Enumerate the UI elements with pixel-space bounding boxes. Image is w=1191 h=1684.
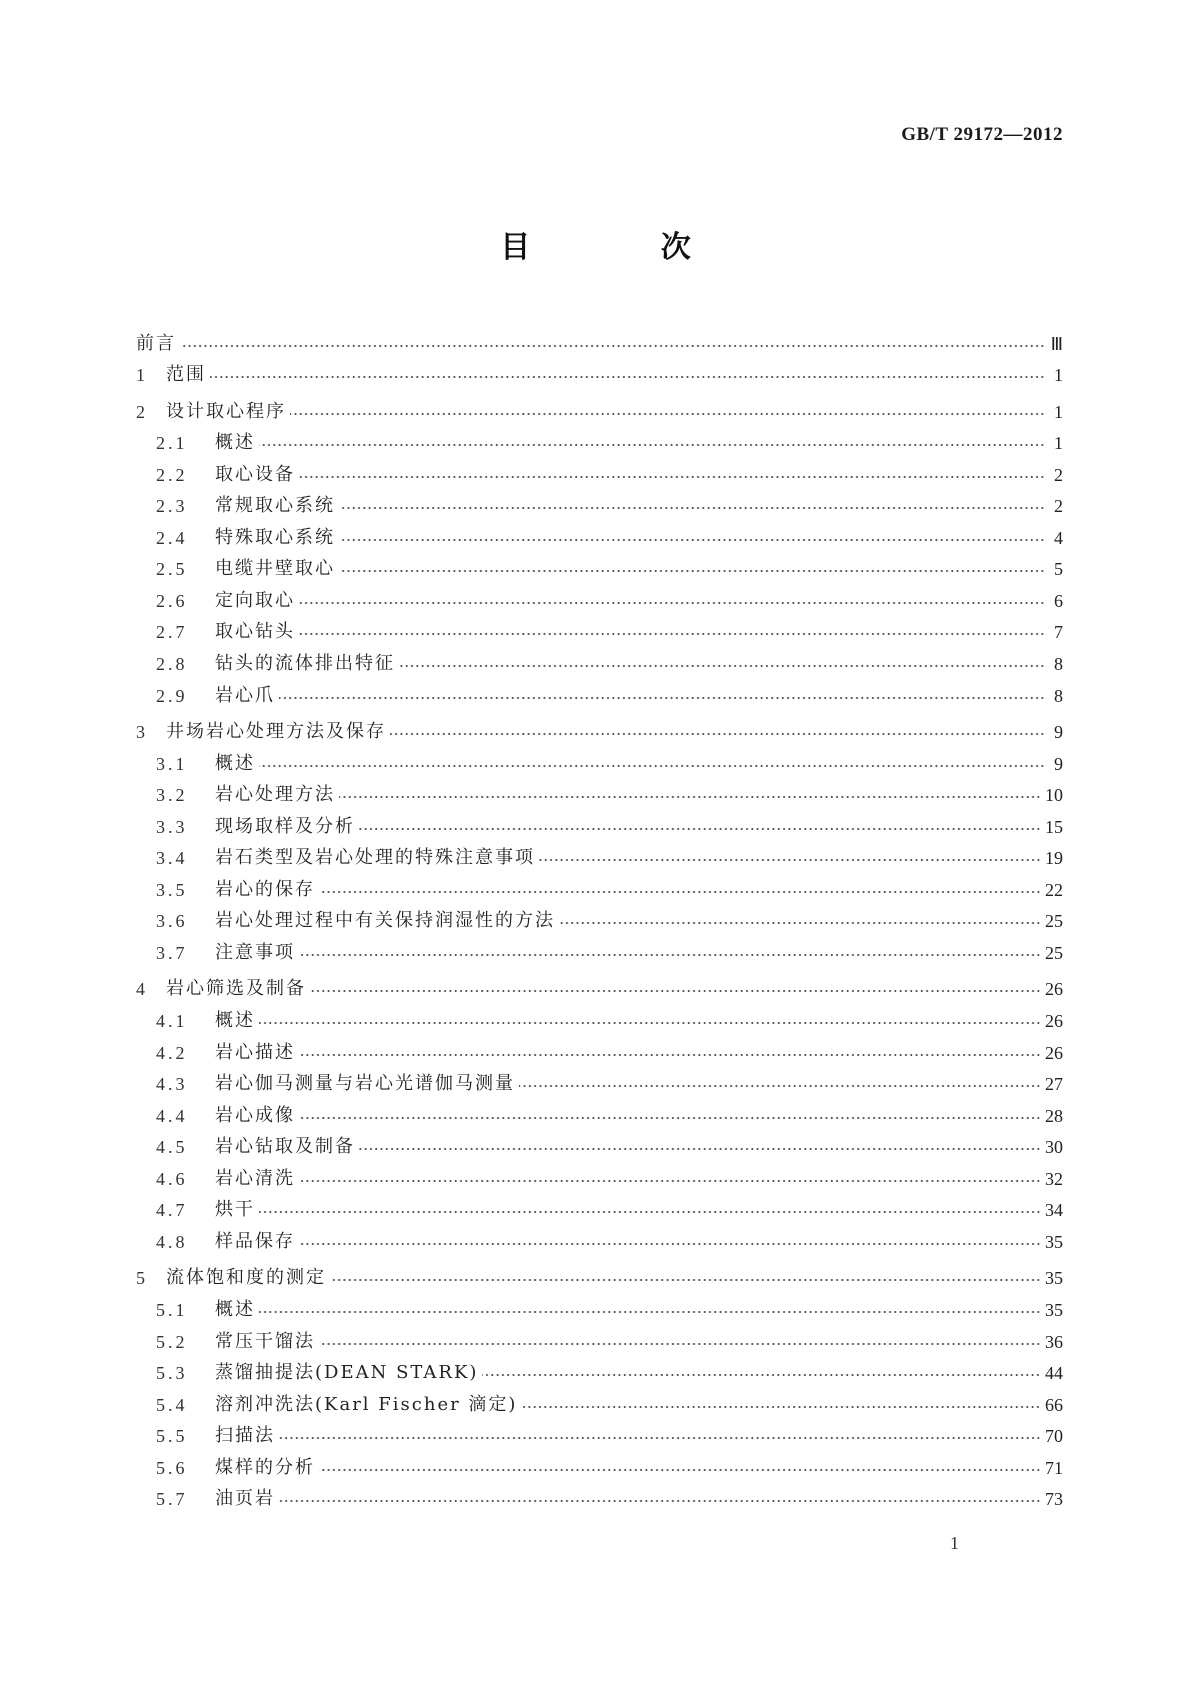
toc-entry-page: 8 bbox=[1054, 685, 1063, 706]
dot-leader bbox=[279, 1434, 1041, 1442]
toc-entry-page: 73 bbox=[1045, 1489, 1063, 1510]
toc-entry-title: 岩心成像 bbox=[215, 1104, 295, 1126]
toc-entry-title: 扫描法 bbox=[215, 1425, 275, 1447]
toc-entry-page: 28 bbox=[1045, 1105, 1063, 1126]
toc-entry-title: 概述 bbox=[215, 752, 255, 774]
dot-leader bbox=[180, 342, 1045, 350]
dot-leader bbox=[539, 856, 1041, 864]
toc-entry-page: 35 bbox=[1045, 1231, 1063, 1252]
toc-entry-page: Ⅲ bbox=[1050, 333, 1063, 354]
toc-entry[interactable] bbox=[136, 1095, 1063, 1127]
toc-entry[interactable] bbox=[136, 1127, 1063, 1159]
toc-entry-title: 电缆井壁取心 bbox=[215, 558, 335, 580]
toc-entry-number: 3.4 bbox=[156, 848, 188, 869]
dot-leader bbox=[210, 373, 1045, 381]
toc-entry[interactable] bbox=[136, 675, 1063, 707]
toc-entry-title: 井场岩心处理方法及保存 bbox=[166, 721, 386, 743]
toc-entry-number: 2.3 bbox=[156, 496, 188, 517]
toc-entry-number: 5.4 bbox=[156, 1394, 188, 1415]
dot-leader bbox=[259, 1308, 1041, 1316]
toc-entry-page: 1 bbox=[1054, 433, 1063, 454]
toc-entry-page: 70 bbox=[1045, 1426, 1063, 1447]
toc-entry-number: 4.3 bbox=[156, 1074, 188, 1095]
toc-entry-number: 4.5 bbox=[156, 1137, 188, 1158]
toc-entry-number: 5.3 bbox=[156, 1363, 188, 1384]
toc-entry[interactable] bbox=[136, 775, 1063, 807]
dot-leader bbox=[339, 567, 1045, 575]
dot-leader bbox=[259, 1019, 1041, 1027]
dot-leader bbox=[299, 630, 1045, 638]
toc-entry-title: 概述 bbox=[215, 432, 255, 454]
toc-entry-number: 2.6 bbox=[156, 590, 188, 611]
dot-leader bbox=[299, 1114, 1041, 1122]
toc-entry[interactable] bbox=[136, 1447, 1063, 1479]
toc-entry-page: 9 bbox=[1054, 753, 1063, 774]
toc-entry-title: 概述 bbox=[215, 1298, 255, 1320]
table-of-contents bbox=[136, 323, 1063, 1510]
toc-entry-number: 2.4 bbox=[156, 527, 188, 548]
toc-entry-title: 范围 bbox=[166, 364, 206, 386]
dot-leader bbox=[319, 888, 1041, 896]
dot-leader bbox=[482, 1371, 1041, 1379]
toc-entry-page: 27 bbox=[1045, 1074, 1063, 1095]
toc-entry-number: 4.6 bbox=[156, 1168, 188, 1189]
toc-entry-page: 2 bbox=[1054, 464, 1063, 485]
dot-leader bbox=[521, 1403, 1041, 1411]
toc-entry-title: 煤样的分析 bbox=[215, 1456, 315, 1478]
toc-entry-page: 66 bbox=[1045, 1394, 1063, 1415]
toc-entry-page: 35 bbox=[1045, 1268, 1063, 1289]
toc-entry-title: 特殊取心系统 bbox=[215, 526, 335, 548]
dot-leader bbox=[279, 694, 1045, 702]
toc-entry[interactable] bbox=[136, 1190, 1063, 1222]
toc-entry[interactable] bbox=[136, 743, 1063, 775]
toc-entry-page: 9 bbox=[1054, 722, 1063, 743]
toc-entry-number: 2.1 bbox=[156, 433, 188, 454]
toc-entry-title: 岩心清洗 bbox=[215, 1167, 295, 1189]
toc-entry-page: 4 bbox=[1054, 527, 1063, 548]
toc-entry-page: 8 bbox=[1054, 654, 1063, 675]
dot-leader bbox=[359, 825, 1041, 833]
dot-leader bbox=[339, 793, 1041, 801]
toc-entry[interactable] bbox=[136, 806, 1063, 838]
toc-entry-title: 流体饱和度的测定 bbox=[166, 1267, 326, 1289]
toc-entry-page: 7 bbox=[1054, 622, 1063, 643]
toc-entry-page: 10 bbox=[1045, 785, 1063, 806]
toc-entry[interactable] bbox=[136, 1289, 1063, 1321]
toc-entry-title: 岩心描述 bbox=[215, 1041, 295, 1063]
dot-leader bbox=[319, 1466, 1041, 1474]
toc-entry-page: 36 bbox=[1045, 1331, 1063, 1352]
toc-entry-page: 34 bbox=[1045, 1200, 1063, 1221]
toc-entry-title: 岩心爪 bbox=[215, 684, 275, 706]
dot-leader bbox=[399, 662, 1045, 670]
toc-entry-page: 26 bbox=[1045, 979, 1063, 1000]
toc-entry-title: 油页岩 bbox=[215, 1488, 275, 1510]
toc-entry-number: 3.5 bbox=[156, 879, 188, 900]
toc-entry[interactable] bbox=[136, 1000, 1063, 1032]
toc-entry-number: 3.6 bbox=[156, 911, 188, 932]
toc-entry-number: 3 bbox=[136, 722, 148, 743]
toc-entry-page: 26 bbox=[1045, 1011, 1063, 1032]
toc-entry-title: 岩心钻取及制备 bbox=[215, 1136, 355, 1158]
toc-entry-number: 5.6 bbox=[156, 1457, 188, 1478]
toc-entry[interactable] bbox=[136, 517, 1063, 549]
dot-leader bbox=[299, 599, 1045, 607]
dot-leader bbox=[390, 730, 1045, 738]
dot-leader bbox=[559, 919, 1041, 927]
dot-leader bbox=[299, 951, 1041, 959]
toc-entry[interactable] bbox=[136, 323, 1063, 355]
toc-entry[interactable] bbox=[136, 423, 1063, 455]
toc-entry-title: 岩心的保存 bbox=[215, 878, 315, 900]
toc-entry[interactable] bbox=[136, 643, 1063, 675]
toc-entry[interactable] bbox=[136, 355, 1063, 387]
toc-entry-page: 44 bbox=[1045, 1363, 1063, 1384]
toc-entry[interactable] bbox=[136, 1384, 1063, 1416]
toc-entry[interactable] bbox=[136, 1158, 1063, 1190]
toc-entry-title: 注意事项 bbox=[215, 941, 295, 963]
toc-entry-number: 2.5 bbox=[156, 559, 188, 580]
toc-entry-page: 1 bbox=[1054, 401, 1063, 422]
toc-entry-title: 概述 bbox=[215, 1010, 255, 1032]
toc-entry-title: 岩石类型及岩心处理的特殊注意事项 bbox=[215, 847, 535, 869]
toc-entry[interactable] bbox=[136, 1032, 1063, 1064]
toc-entry[interactable] bbox=[136, 1258, 1063, 1290]
toc-entry-title: 设计取心程序 bbox=[166, 400, 286, 422]
toc-entry-page: 2 bbox=[1054, 496, 1063, 517]
toc-entry[interactable] bbox=[136, 969, 1063, 1001]
toc-entry[interactable] bbox=[136, 486, 1063, 518]
toc-entry-number: 4.4 bbox=[156, 1105, 188, 1126]
toc-entry-page: 1 bbox=[1054, 365, 1063, 386]
toc-entry-title: 常规取心系统 bbox=[215, 495, 335, 517]
standard-code: GB/T 29172—2012 bbox=[901, 124, 1063, 145]
toc-entry-page: 22 bbox=[1045, 879, 1063, 900]
dot-leader bbox=[359, 1145, 1041, 1153]
toc-entry[interactable] bbox=[136, 549, 1063, 581]
toc-entry-number: 2.9 bbox=[156, 685, 188, 706]
toc-entry-number: 4.7 bbox=[156, 1200, 188, 1221]
toc-entry-page: 26 bbox=[1045, 1042, 1063, 1063]
toc-entry-number: 3.7 bbox=[156, 942, 188, 963]
toc-entry-title: 现场取样及分析 bbox=[215, 815, 355, 837]
toc-entry[interactable] bbox=[136, 869, 1063, 901]
toc-entry-title: 蒸馏抽提法(DEAN STARK) bbox=[215, 1362, 479, 1384]
toc-entry-number: 5.5 bbox=[156, 1426, 188, 1447]
toc-entry-title: 前言 bbox=[136, 332, 176, 354]
toc-entry-page: 71 bbox=[1045, 1457, 1063, 1478]
toc-entry[interactable] bbox=[136, 1221, 1063, 1253]
toc-entry-number: 4.8 bbox=[156, 1231, 188, 1252]
toc-entry[interactable] bbox=[136, 838, 1063, 870]
dot-leader bbox=[259, 441, 1045, 449]
toc-entry-page: 15 bbox=[1045, 816, 1063, 837]
toc-entry-title: 岩心伽马测量与岩心光谱伽马测量 bbox=[215, 1073, 515, 1095]
dot-leader bbox=[339, 536, 1045, 544]
toc-entry[interactable] bbox=[136, 580, 1063, 612]
toc-entry-page: 25 bbox=[1045, 911, 1063, 932]
toc-entry-number: 3.1 bbox=[156, 753, 188, 774]
dot-leader bbox=[299, 1240, 1041, 1248]
toc-entry-page: 19 bbox=[1045, 848, 1063, 869]
toc-entry-number: 2 bbox=[136, 401, 148, 422]
toc-entry-page: 30 bbox=[1045, 1137, 1063, 1158]
toc-entry[interactable] bbox=[136, 612, 1063, 644]
dot-leader bbox=[290, 410, 1045, 418]
toc-entry-page: 35 bbox=[1045, 1299, 1063, 1320]
toc-entry-number: 1 bbox=[136, 365, 148, 386]
toc-entry-number: 4.1 bbox=[156, 1011, 188, 1032]
toc-entry-title: 岩心处理方法 bbox=[215, 784, 335, 806]
dot-leader bbox=[299, 1177, 1041, 1185]
toc-entry-page: 5 bbox=[1054, 559, 1063, 580]
dot-leader bbox=[279, 1497, 1041, 1505]
toc-entry-title: 钻头的流体排出特征 bbox=[215, 653, 395, 675]
toc-entry-title: 烘干 bbox=[215, 1199, 255, 1221]
toc-entry[interactable] bbox=[136, 1353, 1063, 1385]
dot-leader bbox=[339, 504, 1045, 512]
toc-entry-number: 4 bbox=[136, 979, 148, 1000]
toc-entry[interactable] bbox=[136, 1479, 1063, 1511]
toc-entry-title: 取心钻头 bbox=[215, 621, 295, 643]
dot-leader bbox=[519, 1082, 1041, 1090]
toc-entry-number: 3.3 bbox=[156, 816, 188, 837]
dot-leader bbox=[299, 473, 1045, 481]
toc-entry-number: 5.2 bbox=[156, 1331, 188, 1352]
toc-entry[interactable] bbox=[136, 454, 1063, 486]
toc-entry-title: 溶剂冲洗法(Karl Fischer 滴定) bbox=[215, 1393, 518, 1415]
dot-leader bbox=[319, 1340, 1041, 1348]
toc-entry-number: 3.2 bbox=[156, 785, 188, 806]
page-number: 1 bbox=[950, 1533, 959, 1553]
toc-entry[interactable] bbox=[136, 712, 1063, 744]
page-title: 目 次 bbox=[500, 230, 751, 265]
toc-entry[interactable] bbox=[136, 932, 1063, 964]
dot-leader bbox=[259, 762, 1045, 770]
toc-entry-number: 2.8 bbox=[156, 654, 188, 675]
toc-entry-title: 岩心筛选及制备 bbox=[166, 978, 306, 1000]
toc-entry-number: 2.2 bbox=[156, 464, 188, 485]
toc-entry-number: 5.7 bbox=[156, 1489, 188, 1510]
toc-entry-page: 25 bbox=[1045, 942, 1063, 963]
dot-leader bbox=[259, 1208, 1041, 1216]
toc-entry[interactable] bbox=[136, 1064, 1063, 1096]
toc-entry-page: 6 bbox=[1054, 590, 1063, 611]
toc-entry-number: 5.1 bbox=[156, 1299, 188, 1320]
toc-entry-page: 32 bbox=[1045, 1168, 1063, 1189]
toc-entry[interactable] bbox=[136, 901, 1063, 933]
dot-leader bbox=[310, 987, 1041, 995]
toc-entry-number: 4.2 bbox=[156, 1042, 188, 1063]
toc-entry-title: 岩心处理过程中有关保持润湿性的方法 bbox=[215, 910, 555, 932]
dot-leader bbox=[330, 1276, 1041, 1284]
toc-entry-title: 常压干馏法 bbox=[215, 1330, 315, 1352]
toc-entry-title: 样品保存 bbox=[215, 1230, 295, 1252]
toc-entry[interactable] bbox=[136, 1416, 1063, 1448]
toc-entry[interactable] bbox=[136, 391, 1063, 423]
toc-entry-number: 5 bbox=[136, 1268, 148, 1289]
toc-entry[interactable] bbox=[136, 1321, 1063, 1353]
toc-entry-title: 定向取心 bbox=[215, 589, 295, 611]
toc-entry-title: 取心设备 bbox=[215, 463, 295, 485]
dot-leader bbox=[299, 1051, 1041, 1059]
toc-entry-number: 2.7 bbox=[156, 622, 188, 643]
